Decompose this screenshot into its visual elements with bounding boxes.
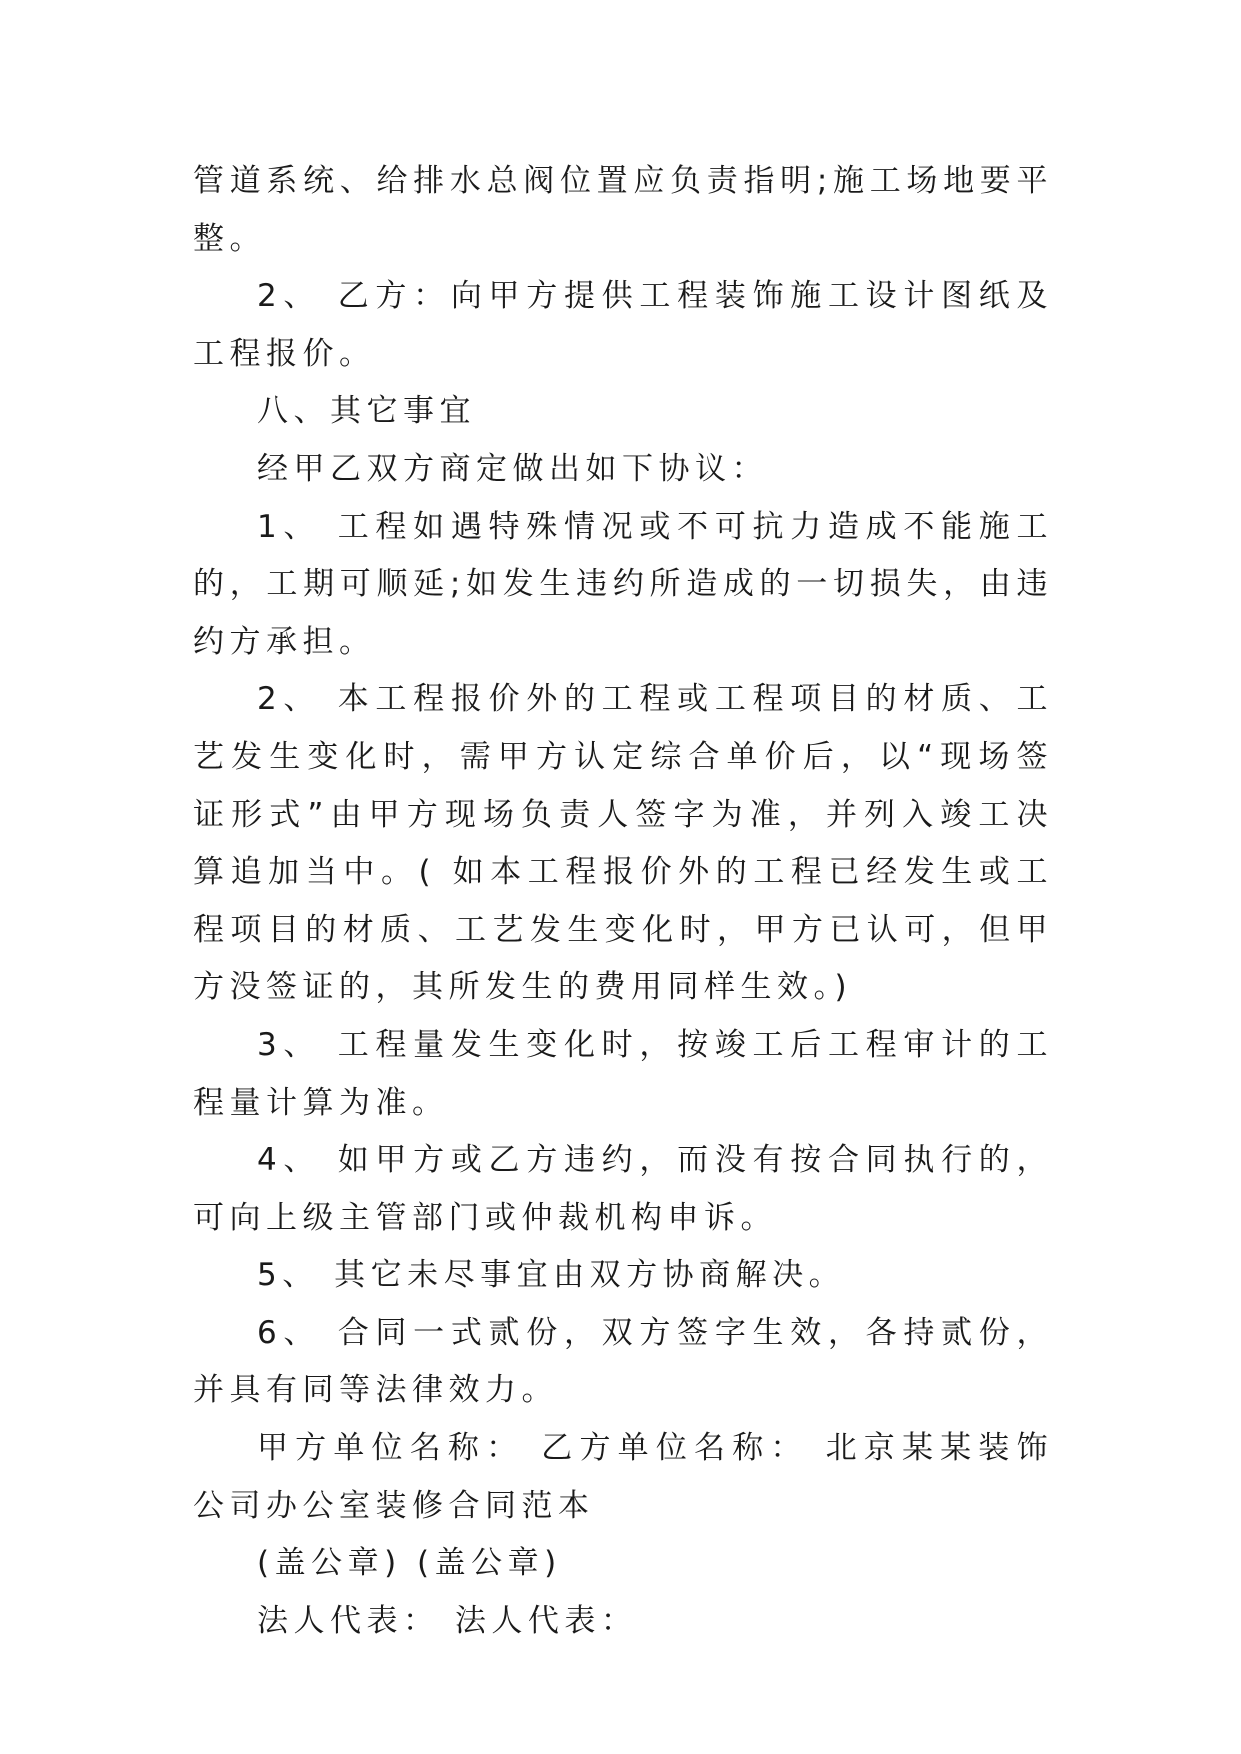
clause-6: 6、 合同一式贰份，双方签字生效，各持贰份，并具有同等法律效力。 bbox=[193, 1314, 1053, 1409]
paragraph-agreement-intro: 经甲乙双方商定做出如下协议： bbox=[257, 450, 768, 487]
signature-legal-representatives: 法人代表： 法人代表： bbox=[257, 1602, 638, 1639]
section-heading-other-matters: 八、其它事宜 bbox=[257, 393, 476, 430]
document-body bbox=[193, 153, 1053, 1650]
signature-seals: (盖公章) (盖公章) bbox=[257, 1545, 562, 1582]
clause-5: 5、 其它未尽事宜由双方协商解决。 bbox=[257, 1257, 846, 1294]
clause-4: 4、 如甲方或乙方违约，而没有按合同执行的，可向上级主管部门或仲裁机构申诉。 bbox=[193, 1142, 1053, 1236]
paragraph-site-requirements: 管道系统、给排水总阀位置应负责指明;施工场地要平整。 bbox=[193, 163, 1053, 257]
clause-3: 3、 工程量发生变化时，按竣工后工程审计的工程量计算为准。 bbox=[193, 1026, 1053, 1121]
clause-1: 1、 工程如遇特殊情况或不可抗力造成不能施工的，工期可顺延;如发生违约所造成的一切损失，由违约方承担。 bbox=[193, 508, 1053, 660]
signature-party-names: 甲方单位名称： 乙方单位名称： 北京某某装饰公司办公室装修合同范本 bbox=[193, 1430, 1053, 1524]
paragraph-party-b-obligation: 2、 乙方：向甲方提供工程装饰施工设计图纸及工程报价。 bbox=[193, 278, 1053, 372]
clause-2: 2、 本工程报价外的工程或工程项目的材质、工艺发生变化时，需甲方认定综合单价后，以“现场签证形式”由甲方现场负责人签字为准，并列入竣工决算追加当中。( 如本工程报价外的工程已经发生或工程项目的材质、工艺发生变化时，甲方已认可，但甲方没签证的，其所发生的费用同样生效。) bbox=[193, 681, 1053, 1006]
